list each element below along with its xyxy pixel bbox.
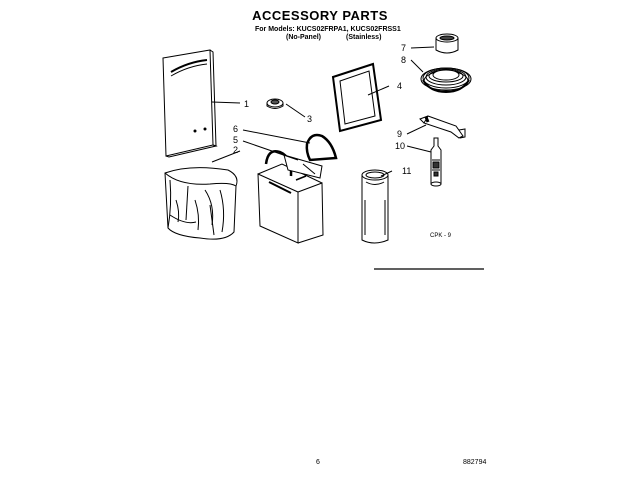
lubricant-tube-part	[420, 116, 465, 138]
page-title: ACCESSORY PARTS	[252, 8, 388, 23]
callout-1: 1	[244, 99, 250, 109]
filter-cylinder-part	[362, 170, 388, 243]
callout-3: 3	[307, 114, 313, 124]
page-number: 6	[316, 459, 320, 466]
diagram-code: CPK - 9	[430, 233, 452, 239]
callout-4: 4	[397, 81, 403, 91]
document-number: 882794	[463, 459, 487, 466]
coiled-tube-part	[421, 68, 471, 92]
callout-10: 10	[395, 141, 406, 151]
callout-11: 11	[402, 166, 412, 176]
callout-8: 8	[401, 55, 407, 65]
callout-6: 6	[233, 124, 239, 134]
callout-5: 5	[233, 135, 239, 145]
square-gasket-part	[333, 64, 381, 131]
bottle-part	[431, 138, 441, 186]
variant-no-panel: (No-Panel)	[286, 34, 321, 41]
models-label: For Models: KUCS02FRPA1, KUCS02FRSS1	[255, 26, 401, 33]
leader-lines	[212, 47, 434, 176]
ring-part	[267, 99, 283, 109]
cap-part	[436, 34, 458, 53]
bin-part	[258, 151, 323, 243]
callout-9: 9	[397, 129, 403, 139]
callout-7: 7	[401, 43, 407, 53]
variant-stainless: (Stainless)	[346, 34, 382, 41]
seal-ring-part	[307, 135, 336, 160]
callout-2: 2	[233, 145, 239, 155]
door-panel-part	[163, 50, 216, 157]
bag-liner-part	[165, 168, 237, 240]
